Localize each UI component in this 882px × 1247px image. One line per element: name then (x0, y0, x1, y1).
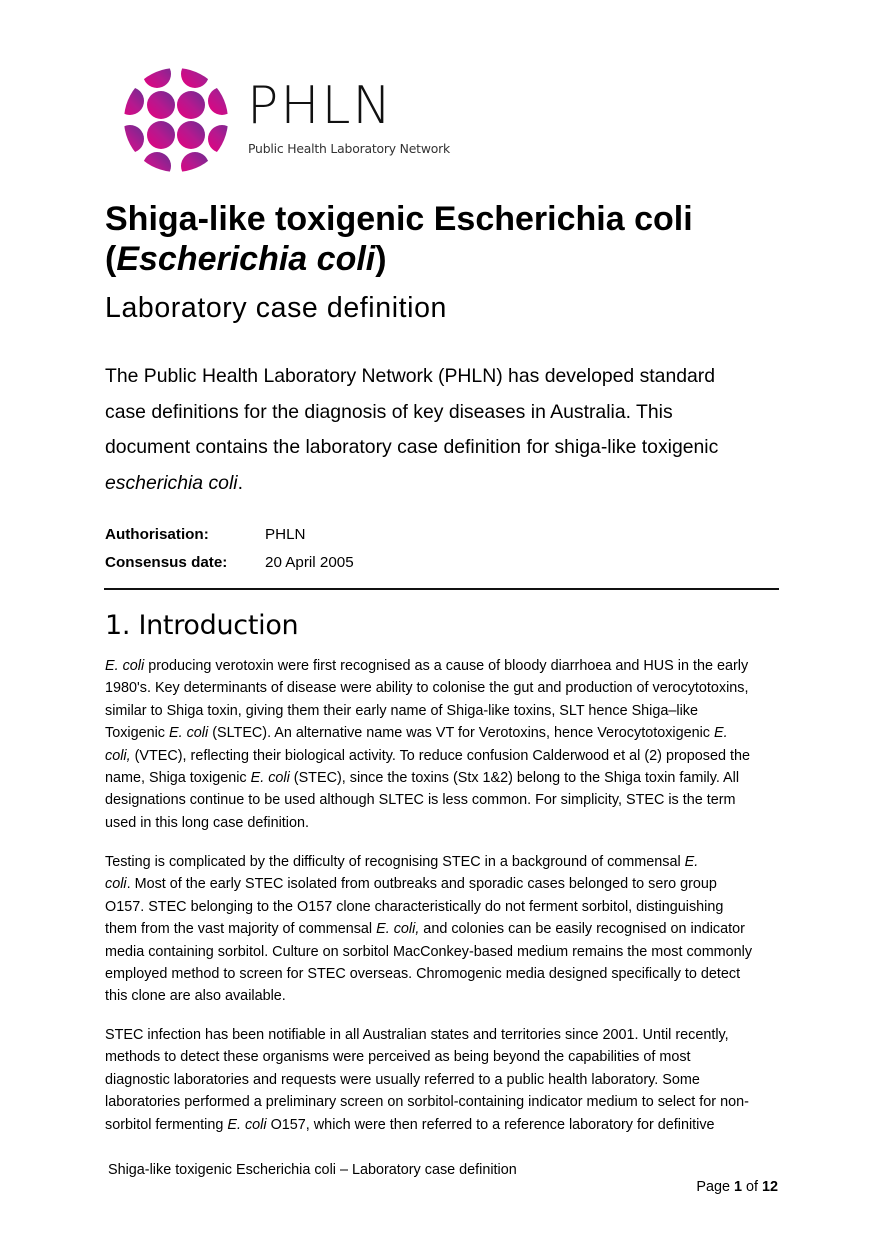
paragraph-line: Toxigenic E. coli (SLTEC). An alternative name was VT for Verotoxins, hence Verocytotoxigenic E. (105, 725, 728, 742)
paragraph-line: E. coli producing verotoxin were first recognised as a cause of bloody diarrhoea and HUS in the early (105, 658, 749, 674)
paragraph-line: coli, (VTEC), reflecting their biological activity. To reduce confusion Calderwood et al (2) proposed the (105, 747, 750, 764)
italic-term: E. coli (227, 1116, 267, 1133)
paragraph-line: diagnostic laboratories and requests were usually referred to a public health laboratory. Some (105, 1071, 700, 1088)
paragraph-line: laboratories performed a preliminary screen on sorbitol-containing indicator medium to select for non- (105, 1094, 749, 1111)
meta-value: PHLN (265, 526, 306, 543)
page-current: 1 (733, 1179, 742, 1195)
paragraph-line: media containing sorbitol. Culture on sorbitol MacConkey-based medium remains the most commonly (105, 943, 753, 960)
title-paren-close: ) (375, 240, 387, 278)
page-total: 12 (761, 1179, 778, 1195)
meta-label: Consensus date: (105, 554, 228, 571)
document-metadata (105, 521, 354, 577)
italic-term: E. coli (250, 770, 290, 787)
section-heading-introduction: 1. Introduction (105, 610, 299, 641)
italic-term: E. coli, (376, 921, 420, 938)
logo-tagline: Public Health Laboratory Network (248, 141, 451, 156)
paragraph-line: used in this long case definition. (105, 814, 309, 831)
italic-term: E. coli (105, 658, 145, 674)
document-subtitle: Laboratory case definition (105, 292, 447, 324)
logo-wordmark: PHLN (247, 76, 394, 136)
page-of: of (741, 1179, 762, 1195)
italic-term: coli, (105, 747, 131, 764)
intro-end: . (237, 471, 243, 494)
paragraph-line: coli. Most of the early STEC isolated from outbreaks and sporadic cases belonged to sero group (105, 876, 717, 893)
title-paren-open: ( (105, 240, 117, 278)
paragraph-line: this clone are also available. (105, 988, 286, 1005)
italic-term: coli (105, 876, 127, 893)
intro-line: The Public Health Laboratory Network (PHLN) has developed standard (105, 365, 716, 387)
paragraph-line: STEC infection has been notifiable in all Australian states and territories since 2001. Until recently, (105, 1027, 729, 1043)
meta-value: 20 April 2005 (265, 554, 354, 571)
intro-paragraph (105, 359, 785, 501)
paragraph-line: O157. STEC belonging to the O157 clone characteristically do not ferment sorbitol, distinguishing (105, 898, 724, 915)
paragraph-line: similar to Shiga toxin, giving them their early name of Shiga-like toxins, SLT hence Shiga–like (105, 702, 698, 719)
phln-dots-logo-icon (122, 66, 230, 174)
intro-italic: escherichia coli (105, 471, 238, 494)
paragraph-line: 1980's. Key determinants of disease were ability to colonise the gut and production of verocytotoxins, (105, 680, 749, 697)
horizontal-divider (104, 588, 779, 590)
italic-term: E. (714, 725, 728, 742)
meta-label: Authorisation: (105, 526, 209, 543)
intro-line: document contains the laboratory case definition for shiga-like toxigenic (105, 436, 719, 458)
paragraph-line: sorbitol fermenting E. coli O157, which were then referred to a reference laboratory for definitive (105, 1116, 715, 1133)
footer-page-number (696, 1177, 778, 1197)
intro-line: case definitions for the diagnosis of key diseases in Australia. This (105, 400, 673, 423)
paragraph-line: name, Shiga toxigenic E. coli (STEC), since the toxins (Stx 1&2) belong to the Shiga toxin family. All (105, 770, 740, 787)
paragraph-line: Testing is complicated by the difficulty of recognising STEC in a background of commensal E. (105, 854, 699, 870)
italic-term: E. (684, 854, 699, 870)
phln-logo (122, 66, 451, 176)
body-paragraph (105, 851, 780, 1008)
italic-term: E. coli (169, 725, 209, 742)
body-paragraph (105, 655, 780, 834)
paragraph-line: them from the vast majority of commensal E. coli, and colonies can be easily recognised on indicator (105, 921, 745, 938)
paragraph-line: methods to detect these organisms were perceived as being beyond the capabilities of most (105, 1049, 691, 1066)
footer-document-title: Shiga-like toxigenic Escherichia coli – Laboratory case definition (108, 1162, 517, 1178)
document-title (105, 199, 805, 279)
title-italic-species: Escherichia coli (116, 240, 376, 278)
body-paragraph (105, 1024, 780, 1136)
meta-row-authorisation (105, 521, 354, 549)
title-main: Shiga-like toxigenic Escherichia coli (105, 200, 693, 238)
meta-row-consensus-date (105, 549, 354, 577)
paragraph-line: employed method to screen for STEC overseas. Chromogenic media designed specifically to detect (105, 966, 741, 983)
page-prefix: Page (696, 1179, 734, 1195)
paragraph-line: designations continue to be used although SLTEC is less common. For simplicity, STEC is the term (105, 792, 736, 809)
